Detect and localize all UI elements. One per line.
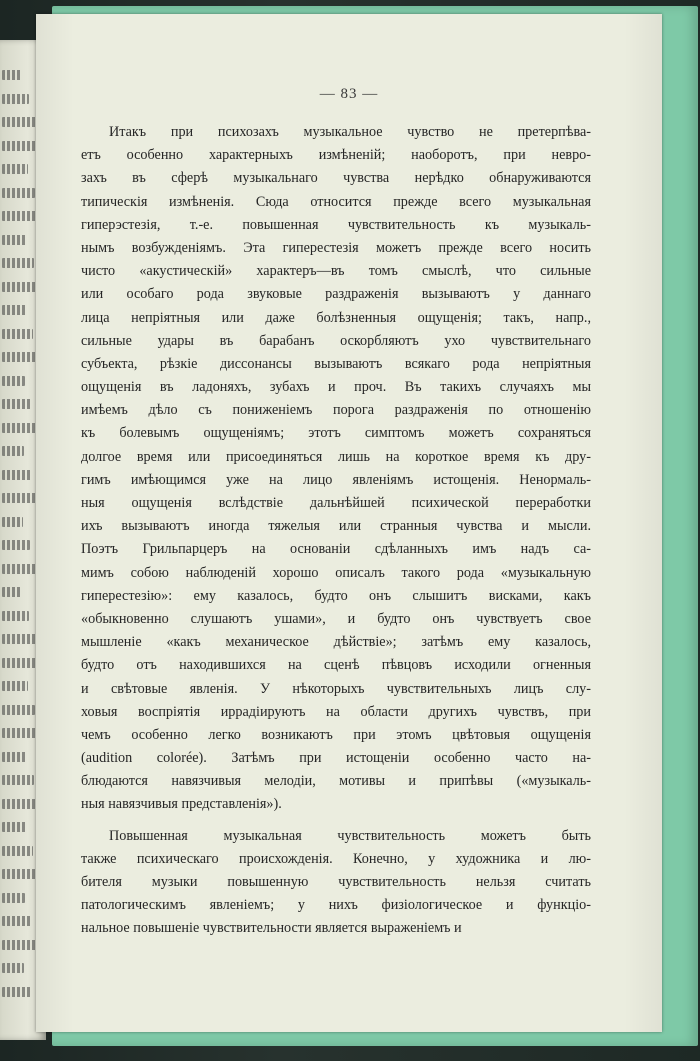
text-line: чемъ особенно легко возникаютъ при этомъ цвѣтовыя ощущенія xyxy=(81,726,591,743)
facing-page-text-fragment xyxy=(2,352,40,362)
text-line: лица непріятныя или даже болѣзненныя ощущенія; такъ, напр., xyxy=(81,309,591,326)
facing-page-text-fragment xyxy=(2,376,25,386)
facing-page-text-fragment xyxy=(2,329,33,339)
text-line: Повышенная музыкальная чувствительность можетъ быть xyxy=(109,827,591,844)
text-line: Поэтъ Грильпарцеръ на основаніи сдѣланныхъ имъ надъ са- xyxy=(81,541,591,558)
text-line: и свѣтовые явленія. У нѣкоторыхъ чувствительныхъ лицъ слу- xyxy=(81,680,591,697)
facing-page-text-fragment xyxy=(2,470,31,480)
text-line: чисто «акустическій» характеръ—въ томъ смыслѣ, что сильные xyxy=(81,263,591,280)
facing-page-text-fragment xyxy=(2,399,32,409)
text-line: мимъ собою наблюденій хорошо описалъ такого рода «музыкальную xyxy=(81,564,591,581)
facing-page-text-fragment xyxy=(2,611,29,621)
text-line: ныя ощущенія вслѣдствіе дальнѣйшей психической переработки xyxy=(81,495,591,511)
text-line: ныя навязчивыя представленія»). xyxy=(81,796,282,813)
facing-page-text-fragment xyxy=(2,916,32,926)
facing-page-text-fragment xyxy=(2,893,25,903)
facing-page-text-fragment xyxy=(2,705,35,715)
text-line: етъ особенно характерныхъ измѣненій; наоборотъ, при невро- xyxy=(81,147,591,164)
text-line: ихъ вызываютъ иногда тяжелыя или странныя чувства и мысли. xyxy=(81,518,591,535)
facing-page-text-fragment xyxy=(2,634,36,644)
facing-page-text-fragment xyxy=(2,117,36,127)
facing-page-text-fragment xyxy=(2,987,31,997)
facing-page-text-fragment xyxy=(2,940,39,950)
page-number: — 83 — xyxy=(319,86,379,102)
text-line: Итакъ при психозахъ музыкальное чувство не претерпѣва- xyxy=(109,124,591,140)
facing-page-text-fragment xyxy=(2,235,27,245)
facing-page-text-fragment xyxy=(2,446,24,456)
facing-page-text-fragment xyxy=(2,517,23,527)
facing-page-text-fragment xyxy=(2,963,24,973)
text-line: долгое время или присоединяться лишь на короткое время къ дру- xyxy=(81,448,591,465)
text-line: будто отъ находившихся на сценѣ пѣвцовъ исходили огненныя xyxy=(81,657,591,674)
facing-page-text-fragment xyxy=(2,846,33,856)
text-line: ощущенія въ ладоняхъ, зубахъ и проч. Въ такихъ случаяхъ мы xyxy=(81,379,591,396)
text-line: субъекта, рѣзкіе диссонансы вызываютъ всякаго рода непріятныя xyxy=(81,355,591,372)
text-line: патологическимъ явленіемъ; у нихъ физіологическое и функціо- xyxy=(81,897,591,914)
text-line: типическія измѣненія. Сюда относится прежде всего музыкальная xyxy=(81,193,591,210)
text-line: захъ въ сферѣ музыкальнаго чувства нерѣдко обнаруживаются xyxy=(81,170,591,187)
text-line: нальное повышеніе чувствительности является выраженіемъ и xyxy=(81,920,462,937)
text-line: бителя музыки повышенную чувствительность нельзя считать xyxy=(81,874,591,890)
facing-page-text-fragment xyxy=(2,423,39,433)
text-line: имѣемъ дѣло съ пониженіемъ порога раздраженія по отношенію xyxy=(81,402,591,419)
text-line: «обыкновенно слушаютъ ушами», и будто онъ чувствуетъ свое xyxy=(81,610,591,627)
facing-page-text-fragment xyxy=(2,587,22,597)
text-line: или особаго рода звуковые раздраженія вызываютъ у даннаго xyxy=(81,286,591,303)
facing-page-text-fragment xyxy=(2,94,29,104)
text-line: (audition colorée). Затѣмъ при истощеніи особенно часто на- xyxy=(81,750,591,767)
book-page xyxy=(36,14,662,1032)
text-line: также психическаго происхожденія. Конечно, у художника и лю- xyxy=(81,850,591,867)
facing-page-text-fragment xyxy=(2,164,28,174)
facing-page-text-fragment xyxy=(2,752,27,762)
facing-page-text-fragment xyxy=(2,822,26,832)
text-line: къ болевымъ ощущеніямъ; этотъ симптомъ можетъ сохраняться xyxy=(81,425,591,442)
text-line: гиперэстезія, т.-е. повышенная чувствительность къ музыкаль- xyxy=(81,216,591,233)
text-line: блюдаются навязчивыя мелодіи, мотивы и припѣвы («музыкаль- xyxy=(81,773,591,790)
facing-page-text-fragment xyxy=(2,258,34,268)
text-line: мышленіе «какъ механическое дѣйствіе»; затѣмъ ему казалось, xyxy=(81,634,591,651)
text-line: ховыя воспріятія иррадіируютъ на области другихъ чувствъ, при xyxy=(81,703,591,720)
page-body-text xyxy=(81,121,591,941)
facing-page-text-fragment xyxy=(2,188,35,198)
facing-page-text-fragment xyxy=(2,70,22,80)
text-line: гимъ имѣющимся уже на лицо явленіямъ истощенія. Ненормаль- xyxy=(81,471,591,488)
text-line: гиперестезію»: ему казалось, будто онъ слышитъ висками, какъ xyxy=(81,587,591,604)
text-line: сильные удары въ барабанъ оскорбляютъ ухо чувствительнаго xyxy=(81,332,591,349)
facing-page-text-fragment xyxy=(2,869,40,879)
facing-page-text-fragment xyxy=(2,305,26,315)
facing-page-text-fragment xyxy=(2,681,28,691)
facing-page-text-fragment xyxy=(2,493,38,503)
facing-page-text-fragment xyxy=(2,564,37,574)
text-line: нымъ возбужденіямъ. Эта гиперестезія можетъ прежде всего носить xyxy=(81,239,591,256)
facing-page-text-fragment xyxy=(2,540,30,550)
facing-page-text-fragment xyxy=(2,775,34,785)
